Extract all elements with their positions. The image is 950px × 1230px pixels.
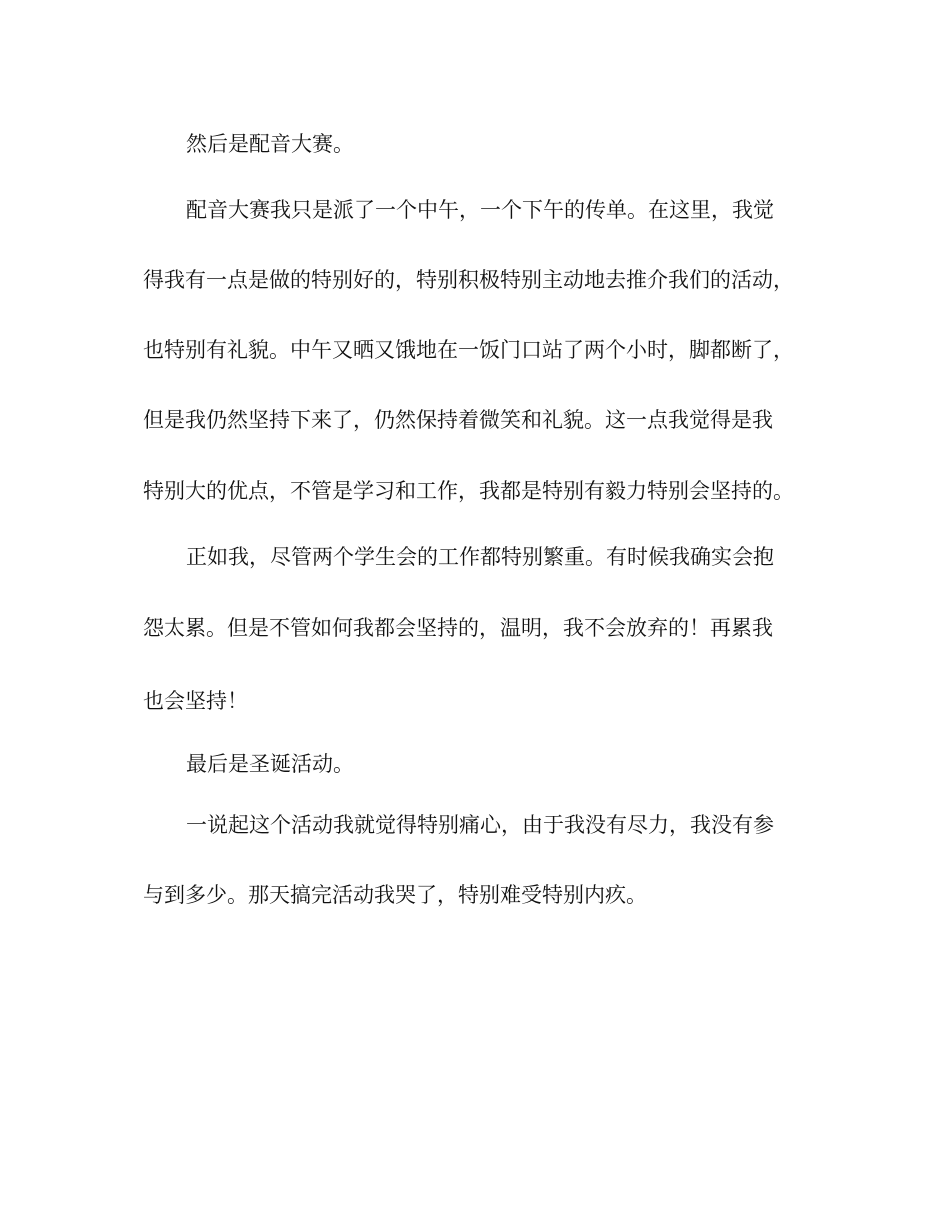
paragraph-line: 但是我仍然坚持下来了，仍然保持着微笑和礼貌。这一点我觉得是我 — [143, 408, 773, 432]
paragraph-line: 也特别有礼貌。中午又晒又饿地在一饭门口站了两个小时，脚都断了， — [143, 338, 794, 362]
paragraph-line: 特别大的优点，不管是学习和工作，我都是特别有毅力特别会坚持的。 — [143, 479, 794, 503]
paragraph-line: 然后是配音大赛。 — [186, 132, 354, 156]
paragraph-line: 最后是圣诞活动。 — [186, 752, 354, 776]
paragraph-line: 也会坚持！ — [143, 689, 248, 713]
paragraph-line: 得我有一点是做的特别好的，特别积极特别主动地去推介我们的活动， — [143, 268, 794, 292]
paragraph-line: 正如我，尽管两个学生会的工作都特别繁重。有时候我确实会抱 — [186, 545, 774, 569]
paragraph-line: 一说起这个活动我就觉得特别痛心，由于我没有尽力，我没有参 — [186, 813, 774, 837]
paragraph-line: 怨太累。但是不管如何我都会坚持的，温明，我不会放弃的！再累我 — [143, 616, 773, 640]
paragraph-line: 配音大赛我只是派了一个中午，一个下午的传单。在这里，我觉 — [186, 198, 774, 222]
paragraph-line: 与到多少。那天搞完活动我哭了，特别难受特别内疚。 — [143, 883, 647, 907]
